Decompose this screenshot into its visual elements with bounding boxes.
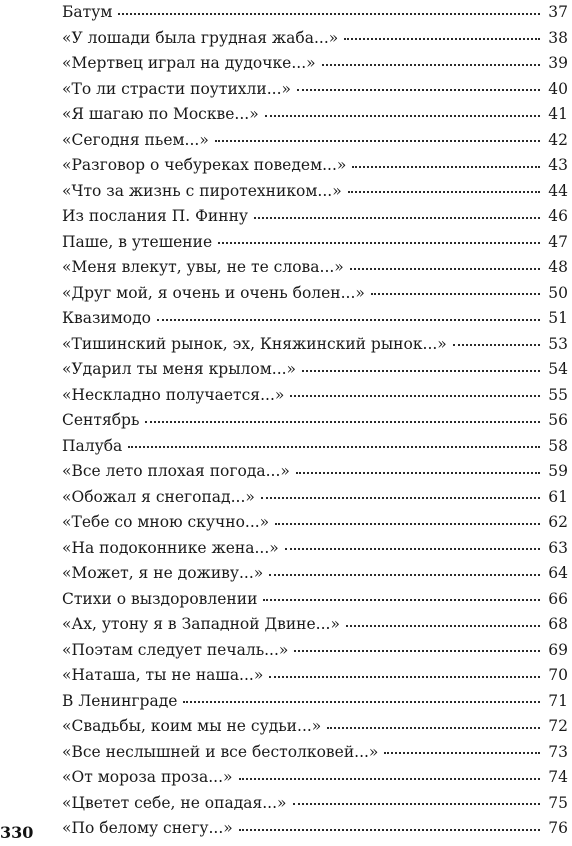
dot-leader bbox=[297, 89, 540, 91]
toc-entry-page: 63 bbox=[548, 538, 568, 557]
toc-entry-page: 41 bbox=[548, 105, 568, 123]
toc-entry-title: «Ударил ты меня крылом...» bbox=[62, 360, 297, 378]
toc-entry-page: 43 bbox=[548, 156, 568, 174]
dot-leader bbox=[263, 599, 540, 601]
dot-leader bbox=[118, 13, 540, 15]
toc-entry-page: 38 bbox=[548, 28, 568, 47]
dot-leader bbox=[269, 574, 540, 576]
toc-entry-title: «По белому снегу...» bbox=[62, 819, 233, 837]
toc-entry-title: «Цветет себе, не опадая...» bbox=[62, 793, 287, 812]
dot-leader bbox=[285, 548, 540, 550]
toc-entry-title: «Обожал я снегопад...» bbox=[62, 487, 255, 506]
dot-leader bbox=[302, 370, 540, 372]
toc-entry-page: 55 bbox=[548, 385, 568, 404]
toc-entry[interactable] bbox=[62, 587, 568, 613]
toc-entry[interactable] bbox=[62, 561, 568, 587]
toc-entry-page: 62 bbox=[548, 513, 568, 531]
dot-leader bbox=[293, 803, 540, 805]
dot-leader bbox=[294, 650, 540, 652]
toc-entry-title: «Свадьбы, коим мы не судьи...» bbox=[62, 717, 322, 735]
toc-entry[interactable] bbox=[62, 434, 568, 460]
toc-entry[interactable] bbox=[62, 485, 568, 511]
toc-entry-title: «Все лето плохая погода...» bbox=[62, 462, 290, 480]
toc-entry-page: 68 bbox=[548, 615, 568, 633]
toc-entry-title: «То ли страсти поутихли...» bbox=[62, 79, 291, 98]
dot-leader bbox=[327, 727, 540, 729]
toc-entry-page: 59 bbox=[548, 462, 568, 480]
table-of-contents bbox=[62, 0, 568, 842]
toc-entry-page: 44 bbox=[548, 181, 568, 200]
toc-entry[interactable] bbox=[62, 51, 568, 77]
toc-entry-page: 53 bbox=[548, 334, 568, 353]
toc-entry-page: 51 bbox=[548, 309, 568, 327]
toc-entry-title: «Ах, утону я в Западной Двине...» bbox=[62, 615, 340, 633]
toc-entry-title: «Что за жизнь с пиротехником...» bbox=[62, 181, 342, 200]
toc-entry[interactable] bbox=[62, 383, 568, 409]
toc-entry[interactable] bbox=[62, 765, 568, 791]
dot-leader bbox=[254, 217, 540, 219]
toc-entry-title: «Сегодня пьем...» bbox=[62, 130, 209, 149]
dot-leader bbox=[344, 38, 540, 40]
toc-entry-page: 54 bbox=[548, 360, 568, 378]
toc-entry[interactable] bbox=[62, 281, 568, 307]
dot-leader bbox=[371, 293, 540, 295]
toc-entry-page: 73 bbox=[548, 742, 568, 761]
toc-entry-page: 39 bbox=[548, 54, 568, 72]
dot-leader bbox=[348, 191, 540, 193]
toc-entry-page: 56 bbox=[548, 411, 568, 429]
toc-entry-title: «Я шагаю по Москве...» bbox=[62, 105, 259, 123]
toc-entry[interactable] bbox=[62, 638, 568, 664]
toc-entry-title: «Друг мой, я очень и очень болен...» bbox=[62, 283, 365, 302]
toc-entry-page: 61 bbox=[548, 487, 568, 506]
toc-entry-title: «Мертвец играл на дудочке...» bbox=[62, 54, 316, 72]
toc-entry-title: «У лошади была грудная жаба...» bbox=[62, 28, 339, 47]
toc-entry[interactable] bbox=[62, 230, 568, 256]
toc-entry[interactable] bbox=[62, 536, 568, 562]
toc-entry-page: 47 bbox=[548, 232, 568, 251]
dot-leader bbox=[296, 472, 540, 474]
toc-entry[interactable] bbox=[62, 714, 568, 740]
dot-leader bbox=[346, 625, 540, 627]
toc-entry[interactable] bbox=[62, 459, 568, 485]
toc-entry[interactable] bbox=[62, 332, 568, 358]
toc-entry[interactable] bbox=[62, 128, 568, 154]
toc-entry-page: 46 bbox=[548, 207, 568, 225]
toc-entry-page: 76 bbox=[548, 819, 568, 837]
dot-leader bbox=[384, 752, 540, 754]
toc-entry[interactable] bbox=[62, 408, 568, 434]
toc-entry-title: Из послания П. Финну bbox=[62, 207, 249, 225]
toc-entry-page: 74 bbox=[548, 768, 568, 786]
dot-leader bbox=[183, 701, 540, 703]
toc-entry-title: «Тишинский рынок, эх, Княжинский рынок...» bbox=[62, 334, 447, 353]
dot-leader bbox=[239, 778, 541, 780]
toc-entry-title: «На подоконнике жена...» bbox=[62, 538, 279, 557]
toc-entry-page: 50 bbox=[548, 283, 568, 302]
toc-entry-page: 48 bbox=[548, 258, 568, 276]
toc-entry-title: Квазимодо bbox=[62, 309, 152, 327]
toc-entry[interactable] bbox=[62, 612, 568, 638]
dot-leader bbox=[145, 421, 540, 423]
dot-leader bbox=[157, 319, 540, 321]
toc-entry-page: 37 bbox=[548, 3, 568, 21]
toc-entry-page: 58 bbox=[548, 436, 568, 455]
page-number: 330 bbox=[0, 823, 34, 842]
toc-entry-title: «Тебе со мною скучно...» bbox=[62, 513, 270, 531]
dot-leader bbox=[239, 829, 540, 831]
dot-leader bbox=[453, 344, 540, 346]
toc-entry[interactable] bbox=[62, 0, 568, 26]
dot-leader bbox=[350, 268, 540, 270]
toc-entry-title: «Меня влекут, увы, не те слова...» bbox=[62, 258, 344, 276]
dot-leader bbox=[215, 140, 540, 142]
toc-entry[interactable] bbox=[62, 740, 568, 766]
toc-entry-page: 64 bbox=[548, 564, 568, 582]
dot-leader bbox=[218, 242, 540, 244]
toc-entry[interactable] bbox=[62, 357, 568, 383]
toc-entry[interactable] bbox=[62, 179, 568, 205]
toc-entry-title: Сентябрь bbox=[62, 411, 140, 429]
toc-entry-page: 75 bbox=[548, 793, 568, 812]
dot-leader bbox=[352, 166, 540, 168]
toc-entry[interactable] bbox=[62, 102, 568, 128]
dot-leader bbox=[269, 676, 540, 678]
toc-entry-page: 40 bbox=[548, 79, 568, 98]
dot-leader bbox=[290, 395, 540, 397]
dot-leader bbox=[322, 64, 540, 66]
toc-entry[interactable] bbox=[62, 255, 568, 281]
toc-entry-title: «Наташа, ты не наша...» bbox=[62, 666, 264, 684]
toc-entry-title: «Разговор о чебуреках поведем...» bbox=[62, 156, 347, 174]
toc-entry-title: «Все неслышней и все бестолковей...» bbox=[62, 742, 379, 761]
toc-entry-title: Палуба bbox=[62, 436, 123, 455]
toc-entry[interactable] bbox=[62, 791, 568, 817]
toc-entry[interactable] bbox=[62, 816, 568, 842]
toc-entry-title: Стихи о выздоровлении bbox=[62, 589, 258, 608]
toc-entry-page: 66 bbox=[548, 589, 568, 608]
toc-entry-title: «Может, я не доживу...» bbox=[62, 564, 264, 582]
dot-leader bbox=[128, 446, 540, 448]
toc-entry-title: Паше, в утешение bbox=[62, 232, 213, 251]
toc-entry-title: «Нескладно получается...» bbox=[62, 385, 285, 404]
toc-entry-page: 72 bbox=[548, 717, 568, 735]
toc-entry[interactable] bbox=[62, 663, 568, 689]
toc-entry[interactable] bbox=[62, 510, 568, 536]
toc-entry[interactable] bbox=[62, 204, 568, 230]
toc-entry[interactable] bbox=[62, 153, 568, 179]
toc-entry[interactable] bbox=[62, 306, 568, 332]
toc-entry[interactable] bbox=[62, 689, 568, 715]
toc-entry-title: «От мороза проза...» bbox=[62, 768, 233, 786]
toc-entry[interactable] bbox=[62, 26, 568, 52]
toc-entry-page: 42 bbox=[548, 130, 568, 149]
toc-entry-title: В Ленинграде bbox=[62, 691, 178, 710]
dot-leader bbox=[275, 523, 540, 525]
toc-entry[interactable] bbox=[62, 77, 568, 103]
toc-entry-page: 71 bbox=[548, 691, 568, 710]
toc-entry-page: 70 bbox=[548, 666, 568, 684]
toc-entry-page: 69 bbox=[548, 640, 568, 659]
toc-entry-title: Батум bbox=[62, 3, 113, 21]
dot-leader bbox=[261, 497, 540, 499]
toc-entry-title: «Поэтам следует печаль...» bbox=[62, 640, 289, 659]
dot-leader bbox=[265, 115, 540, 117]
